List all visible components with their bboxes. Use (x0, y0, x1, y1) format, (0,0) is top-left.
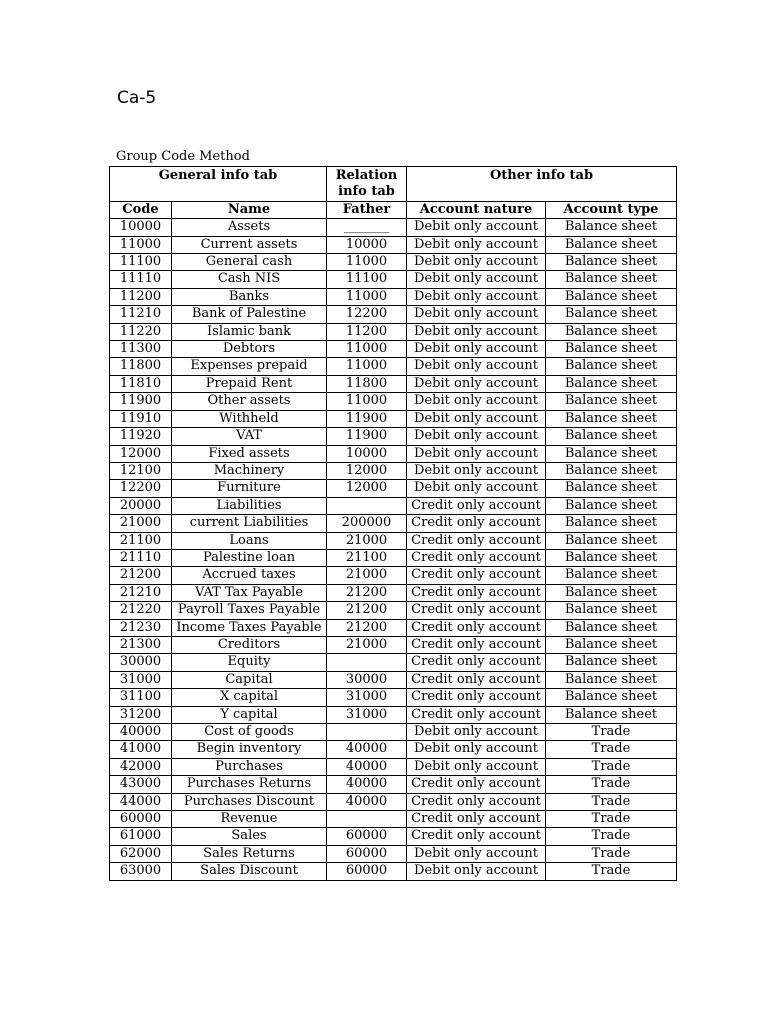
account-type-cell: Balance sheet (546, 567, 677, 584)
account-nature-cell: Credit only account (407, 515, 546, 532)
father-cell: 40000 (327, 776, 407, 793)
table-row (110, 480, 677, 497)
name-cell: Other assets (172, 393, 327, 410)
table-row (110, 428, 677, 445)
table-row (110, 497, 677, 514)
account-nature-cell: Debit only account (407, 393, 546, 410)
account-nature-cell: Credit only account (407, 654, 546, 671)
table-row (110, 584, 677, 601)
name-cell: Purchases Returns (172, 776, 327, 793)
father-cell: 40000 (327, 793, 407, 810)
table-row (110, 636, 677, 653)
account-nature-cell: Credit only account (407, 619, 546, 636)
name-cell: X capital (172, 689, 327, 706)
table-caption: Group Code Method (116, 149, 250, 164)
name-cell: Purchases (172, 758, 327, 775)
account-type-cell: Balance sheet (546, 306, 677, 323)
code-cell: 21210 (110, 584, 172, 601)
table-row (110, 741, 677, 758)
account-type-cell: Balance sheet (546, 462, 677, 479)
father-cell: 60000 (327, 845, 407, 862)
code-cell: 11800 (110, 358, 172, 375)
code-cell: 21000 (110, 515, 172, 532)
account-nature-cell: Debit only account (407, 306, 546, 323)
name-cell: Islamic bank (172, 323, 327, 340)
father-cell: 11200 (327, 323, 407, 340)
father-cell: 10000 (327, 445, 407, 462)
table-row (110, 828, 677, 845)
code-cell: 21200 (110, 567, 172, 584)
name-cell: Begin inventory (172, 741, 327, 758)
name-cell: Machinery (172, 462, 327, 479)
code-cell: 40000 (110, 724, 172, 741)
code-cell: 12100 (110, 462, 172, 479)
code-cell: 11900 (110, 393, 172, 410)
name-cell: VAT (172, 428, 327, 445)
name-cell: Y capital (172, 706, 327, 723)
account-type-cell: Balance sheet (546, 584, 677, 601)
name-cell: Sales Returns (172, 845, 327, 862)
father-cell: 12000 (327, 462, 407, 479)
account-nature-cell: Debit only account (407, 341, 546, 358)
account-type-cell: Balance sheet (546, 497, 677, 514)
account-type-cell: Balance sheet (546, 271, 677, 288)
father-cell: _______ (327, 219, 407, 236)
other-info-tab-header: Other info tab (407, 167, 677, 202)
father-cell: 12200 (327, 306, 407, 323)
father-cell: 21200 (327, 602, 407, 619)
general-info-tab-header: General info tab (110, 167, 327, 202)
account-type-cell: Balance sheet (546, 288, 677, 305)
father-cell: 21000 (327, 636, 407, 653)
account-nature-cell: Credit only account (407, 776, 546, 793)
father-cell: 11000 (327, 393, 407, 410)
account-nature-cell: Debit only account (407, 724, 546, 741)
code-cell: 60000 (110, 811, 172, 828)
table-row (110, 811, 677, 828)
father-cell: 21000 (327, 532, 407, 549)
account-nature-cell: Credit only account (407, 532, 546, 549)
name-cell: Debtors (172, 341, 327, 358)
name-cell: Sales Discount (172, 863, 327, 880)
name-cell: Liabilities (172, 497, 327, 514)
code-cell: 30000 (110, 654, 172, 671)
code-cell: 11810 (110, 375, 172, 392)
father-cell: 21100 (327, 549, 407, 566)
name-cell: General cash (172, 254, 327, 271)
account-type-cell: Balance sheet (546, 654, 677, 671)
father-cell: 200000 (327, 515, 407, 532)
account-nature-cell: Debit only account (407, 236, 546, 253)
code-cell: 21220 (110, 602, 172, 619)
father-cell: 60000 (327, 863, 407, 880)
code-cell: 11100 (110, 254, 172, 271)
code-cell: 11920 (110, 428, 172, 445)
relation-info-tab-header (327, 167, 407, 202)
account-nature-cell: Credit only account (407, 636, 546, 653)
account-type-cell: Balance sheet (546, 254, 677, 271)
account-code-table (109, 166, 677, 881)
name-cell: Accrued taxes (172, 567, 327, 584)
account-type-cell: Balance sheet (546, 219, 677, 236)
account-nature-cell: Debit only account (407, 428, 546, 445)
account-nature-cell: Credit only account (407, 793, 546, 810)
father-cell: 21000 (327, 567, 407, 584)
account-type-cell: Balance sheet (546, 619, 677, 636)
account-nature-cell: Credit only account (407, 828, 546, 845)
name-cell: Cost of goods (172, 724, 327, 741)
account-nature-cell: Credit only account (407, 811, 546, 828)
name-cell: Expenses prepaid (172, 358, 327, 375)
code-cell: 21110 (110, 549, 172, 566)
code-cell: 21230 (110, 619, 172, 636)
account-type-cell: Balance sheet (546, 480, 677, 497)
table-row (110, 393, 677, 410)
father-cell (327, 811, 407, 828)
account-nature-cell: Debit only account (407, 219, 546, 236)
table-row (110, 602, 677, 619)
document-title: Ca-5 (117, 88, 157, 108)
column-header-code: Code (110, 201, 172, 218)
name-cell: Creditors (172, 636, 327, 653)
table-row (110, 462, 677, 479)
account-type-cell: Balance sheet (546, 445, 677, 462)
account-type-cell: Balance sheet (546, 515, 677, 532)
table-row (110, 445, 677, 462)
account-type-cell: Balance sheet (546, 323, 677, 340)
code-cell: 31000 (110, 671, 172, 688)
table-row (110, 671, 677, 688)
account-nature-cell: Debit only account (407, 358, 546, 375)
table-row (110, 271, 677, 288)
table-row (110, 863, 677, 880)
code-cell: 12000 (110, 445, 172, 462)
account-nature-cell: Debit only account (407, 323, 546, 340)
name-cell: Current assets (172, 236, 327, 253)
account-nature-cell: Credit only account (407, 567, 546, 584)
code-cell: 61000 (110, 828, 172, 845)
table-row (110, 236, 677, 253)
table-row (110, 689, 677, 706)
column-header-name: Name (172, 201, 327, 218)
account-nature-cell: Debit only account (407, 288, 546, 305)
account-type-cell: Balance sheet (546, 410, 677, 427)
table-row (110, 219, 677, 236)
code-cell: 20000 (110, 497, 172, 514)
account-nature-cell: Credit only account (407, 602, 546, 619)
table-row (110, 776, 677, 793)
table-row (110, 532, 677, 549)
account-type-cell: Balance sheet (546, 636, 677, 653)
father-cell: 12000 (327, 480, 407, 497)
name-cell: VAT Tax Payable (172, 584, 327, 601)
father-cell (327, 497, 407, 514)
father-cell: 60000 (327, 828, 407, 845)
name-cell: Equity (172, 654, 327, 671)
account-type-cell: Balance sheet (546, 706, 677, 723)
account-nature-cell: Credit only account (407, 689, 546, 706)
name-cell: Cash NIS (172, 271, 327, 288)
account-nature-cell: Debit only account (407, 410, 546, 427)
code-cell: 43000 (110, 776, 172, 793)
name-cell: Assets (172, 219, 327, 236)
name-cell: Fixed assets (172, 445, 327, 462)
account-nature-cell: Credit only account (407, 671, 546, 688)
code-cell: 31200 (110, 706, 172, 723)
name-cell: Prepaid Rent (172, 375, 327, 392)
column-header-father: Father (327, 201, 407, 218)
name-cell: current Liabilities (172, 515, 327, 532)
code-cell: 63000 (110, 863, 172, 880)
name-cell: Palestine loan (172, 549, 327, 566)
table-row (110, 375, 677, 392)
table-row (110, 793, 677, 810)
name-cell: Withheld (172, 410, 327, 427)
name-cell: Loans (172, 532, 327, 549)
father-cell: 11000 (327, 254, 407, 271)
table-row (110, 758, 677, 775)
name-cell: Purchases Discount (172, 793, 327, 810)
table-row (110, 515, 677, 532)
name-cell: Bank of Palestine (172, 306, 327, 323)
father-cell: 31000 (327, 689, 407, 706)
account-nature-cell: Debit only account (407, 271, 546, 288)
father-cell: 11000 (327, 288, 407, 305)
table-row (110, 654, 677, 671)
account-type-cell: Trade (546, 776, 677, 793)
father-cell: 40000 (327, 758, 407, 775)
table-row (110, 724, 677, 741)
father-cell (327, 654, 407, 671)
account-nature-cell: Debit only account (407, 741, 546, 758)
account-nature-cell: Debit only account (407, 462, 546, 479)
code-cell: 10000 (110, 219, 172, 236)
father-cell: 30000 (327, 671, 407, 688)
account-nature-cell: Debit only account (407, 375, 546, 392)
code-cell: 42000 (110, 758, 172, 775)
father-cell: 11900 (327, 428, 407, 445)
code-cell: 31100 (110, 689, 172, 706)
code-cell: 21100 (110, 532, 172, 549)
table-row (110, 845, 677, 862)
father-cell: 11000 (327, 341, 407, 358)
table-row (110, 706, 677, 723)
account-type-cell: Balance sheet (546, 236, 677, 253)
table-row (110, 254, 677, 271)
account-type-cell: Trade (546, 758, 677, 775)
name-cell: Payroll Taxes Payable (172, 602, 327, 619)
account-type-cell: Balance sheet (546, 428, 677, 445)
name-cell: Capital (172, 671, 327, 688)
account-type-cell: Balance sheet (546, 375, 677, 392)
account-type-cell: Trade (546, 724, 677, 741)
account-type-cell: Trade (546, 811, 677, 828)
code-cell: 12200 (110, 480, 172, 497)
account-nature-cell: Debit only account (407, 758, 546, 775)
table-body (110, 219, 677, 880)
father-cell: 11900 (327, 410, 407, 427)
table-row (110, 323, 677, 340)
name-cell: Banks (172, 288, 327, 305)
code-cell: 44000 (110, 793, 172, 810)
account-nature-cell: Credit only account (407, 497, 546, 514)
code-cell: 11300 (110, 341, 172, 358)
account-type-cell: Trade (546, 828, 677, 845)
account-nature-cell: Credit only account (407, 549, 546, 566)
name-cell: Income Taxes Payable (172, 619, 327, 636)
account-nature-cell: Debit only account (407, 254, 546, 271)
code-cell: 11210 (110, 306, 172, 323)
account-type-cell: Balance sheet (546, 549, 677, 566)
account-type-cell: Trade (546, 845, 677, 862)
account-type-cell: Trade (546, 793, 677, 810)
table-row (110, 410, 677, 427)
account-nature-cell: Debit only account (407, 863, 546, 880)
account-nature-cell: Credit only account (407, 706, 546, 723)
table-row (110, 619, 677, 636)
table-row (110, 341, 677, 358)
father-cell: 11100 (327, 271, 407, 288)
name-cell: Revenue (172, 811, 327, 828)
relation-header-line1: Relation (335, 168, 398, 183)
account-type-cell: Balance sheet (546, 393, 677, 410)
father-cell: 21200 (327, 584, 407, 601)
account-type-cell: Balance sheet (546, 532, 677, 549)
account-nature-cell: Debit only account (407, 845, 546, 862)
account-type-cell: Balance sheet (546, 602, 677, 619)
relation-header-line2: info tab (338, 184, 395, 200)
column-header-row (110, 201, 677, 218)
father-cell: 40000 (327, 741, 407, 758)
account-type-cell: Balance sheet (546, 671, 677, 688)
father-cell: 21200 (327, 619, 407, 636)
code-cell: 11200 (110, 288, 172, 305)
account-nature-cell: Debit only account (407, 480, 546, 497)
father-cell: 11800 (327, 375, 407, 392)
code-cell: 11000 (110, 236, 172, 253)
table-row (110, 288, 677, 305)
code-cell: 11910 (110, 410, 172, 427)
father-cell: 31000 (327, 706, 407, 723)
account-type-cell: Balance sheet (546, 341, 677, 358)
name-cell: Furniture (172, 480, 327, 497)
father-cell: 10000 (327, 236, 407, 253)
code-cell: 11110 (110, 271, 172, 288)
table-row (110, 567, 677, 584)
column-header-account-nature: Account nature (407, 201, 546, 218)
code-cell: 11220 (110, 323, 172, 340)
account-type-cell: Balance sheet (546, 358, 677, 375)
father-cell (327, 724, 407, 741)
code-cell: 41000 (110, 741, 172, 758)
code-cell: 62000 (110, 845, 172, 862)
code-cell: 21300 (110, 636, 172, 653)
account-type-cell: Balance sheet (546, 689, 677, 706)
table-row (110, 549, 677, 566)
account-type-cell: Trade (546, 863, 677, 880)
column-header-account-type: Account type (546, 201, 677, 218)
name-cell: Sales (172, 828, 327, 845)
account-nature-cell: Debit only account (407, 445, 546, 462)
father-cell: 11000 (327, 358, 407, 375)
table-row (110, 358, 677, 375)
account-type-cell: Trade (546, 741, 677, 758)
group-header-row (110, 167, 677, 202)
table-row (110, 306, 677, 323)
account-nature-cell: Credit only account (407, 584, 546, 601)
